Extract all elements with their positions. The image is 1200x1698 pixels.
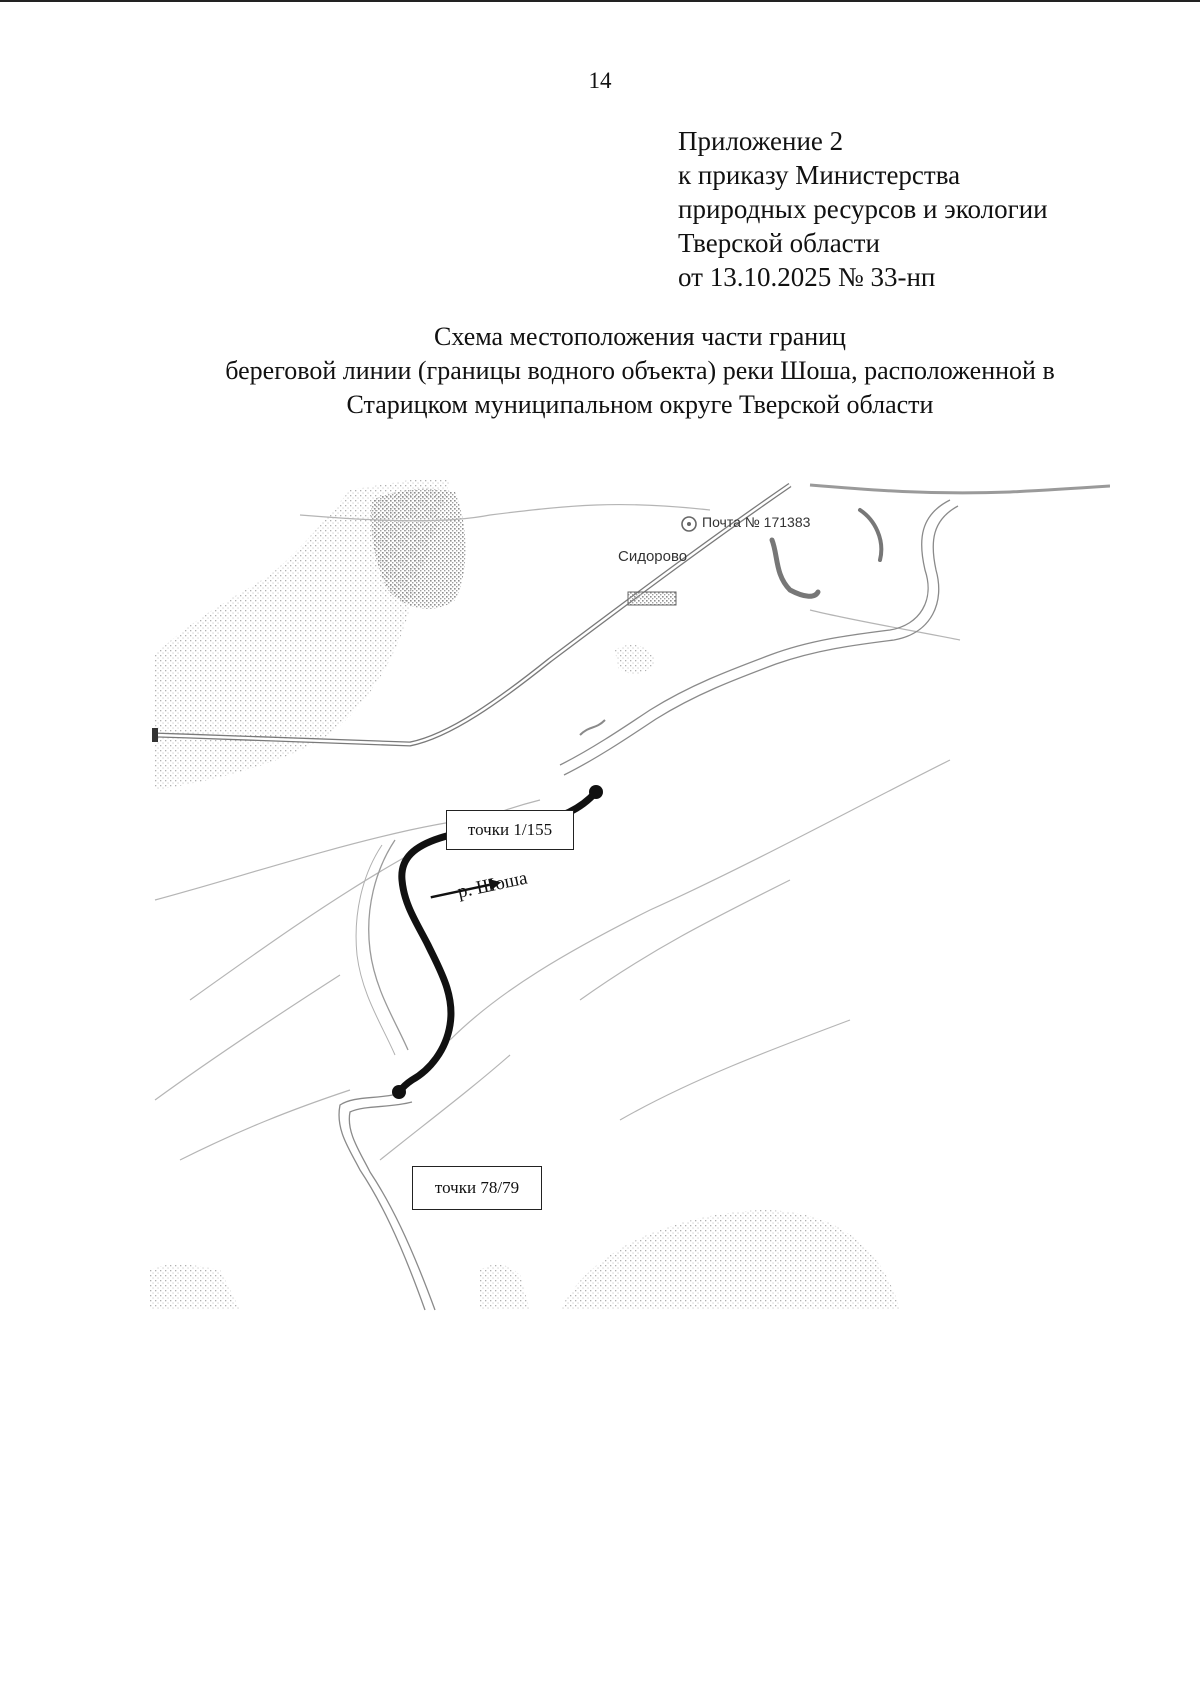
road-end-marker <box>152 728 158 742</box>
page-number: 14 <box>588 68 612 93</box>
boundary-start-point <box>589 785 603 799</box>
callout-start-points: точки 1/155 <box>446 810 574 850</box>
appendix-line-4: Тверской области <box>678 228 880 258</box>
post-office-label: Почта № 171383 <box>702 514 811 530</box>
appendix-line-1: Приложение 2 <box>678 126 844 156</box>
lake-2 <box>860 510 881 560</box>
appendix-line-3: природных ресурсов и экологии <box>678 194 1048 224</box>
appendix-block <box>678 124 1048 294</box>
location-map <box>150 480 1110 1330</box>
appendix-line-2: к приказу Министерства <box>678 160 961 190</box>
scan-top-border <box>0 0 1200 2</box>
appendix-line-5: от 13.10.2025 № 33-нп <box>678 262 936 292</box>
map-drawing <box>150 480 1110 1330</box>
title-line-3: Старицком муниципальном округе Тверской области <box>346 390 934 419</box>
callout-end-points: точки 78/79 <box>412 1166 542 1210</box>
river-label: р. Шоша <box>455 867 530 903</box>
title-line-2: береговой линии (границы водного объекта) реки Шоша, расположенной в <box>225 356 1055 385</box>
forest-area-south-mid <box>480 1265 530 1310</box>
forest-area-south-left <box>150 1264 240 1310</box>
river-shosha-upstream <box>560 500 958 775</box>
forest-patch-village <box>615 645 655 674</box>
title-line-1: Схема местоположения части границ <box>434 322 846 351</box>
lake-1 <box>772 540 818 596</box>
river-upstream-label-mark <box>580 720 605 735</box>
forest-area-south-right <box>560 1210 900 1310</box>
document-title <box>0 320 1200 422</box>
village-building-marker <box>628 592 676 605</box>
village-label: Сидорово <box>618 548 688 565</box>
boundary-end-point <box>392 1085 406 1099</box>
village-road <box>810 485 1110 493</box>
